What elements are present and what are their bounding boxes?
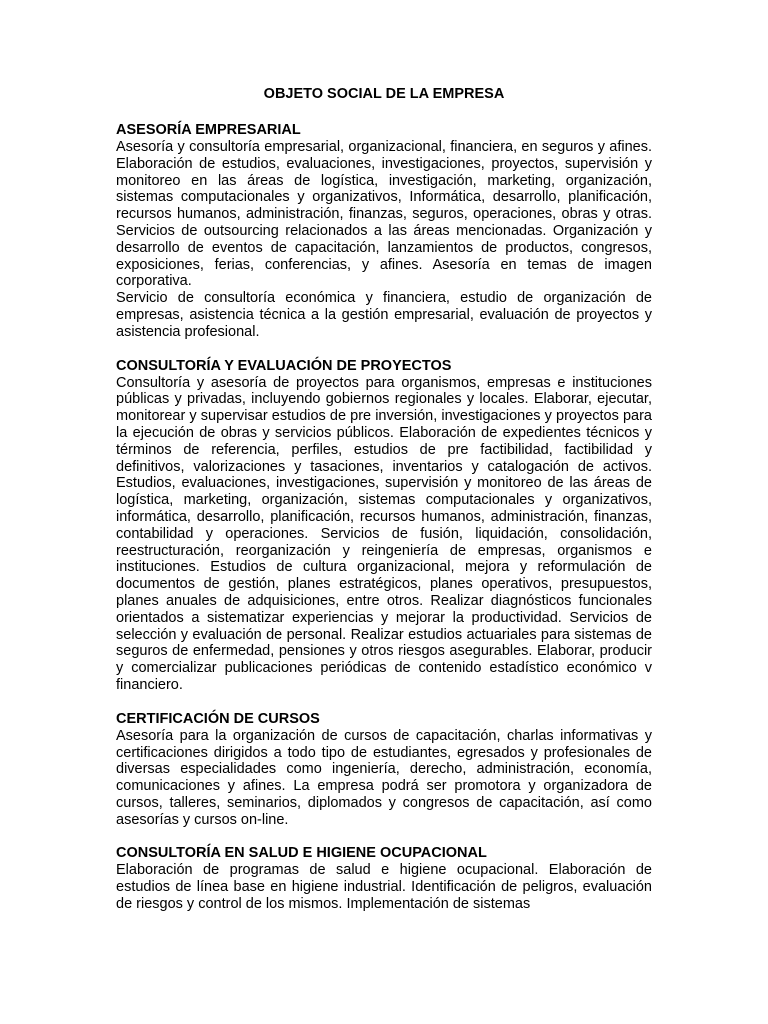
document-title: OBJETO SOCIAL DE LA EMPRESA xyxy=(263,86,505,102)
section-heading: ASESORÍA EMPRESARIAL xyxy=(116,122,301,138)
section-paragraph: Servicio de consultoría económica y financiera, estudio de organización de empresas, asistencia técnica a la gestión empresarial, evaluación de proyectos y asistencia profesional. xyxy=(116,290,652,340)
section-heading: CERTIFICACIÓN DE CURSOS xyxy=(116,710,320,727)
section-heading: CONSULTORÍA Y EVALUACIÓN DE PROYECTOS xyxy=(116,357,452,374)
section-asesoria-empresarial xyxy=(116,122,652,341)
section-paragraph: Consultoría y asesoría de proyectos para organismos, empresas e instituciones públicas y privadas, incluyendo gobiernos regionales y locales. Elaborar, ejecutar, monitorear y supervisar estudios de pre inversión, investigaciones y proyectos para la ejecución de obras y servicios públicos. Elaboración de expedientes técnicos y términos de referencia, perfiles, estudios de pre factibilidad, factibilidad y definitivos, valorizaciones y tasaciones, inventarios y catalogación de activos. Estudios, evaluaciones, investigaciones, supervisión y monitoreo de las áreas de logística, marketing, organización, sistemas computacionales y organizativos, informática, desarrollo, planificación, recursos humanos, administración, finanzas, contabilidad y operaciones. Servicios de fusión, liquidación, consolidación, reestructuración, reorganización y reingeniería de empresas, organismos e instituciones. Estudios de cultura organizacional, mejora y reformulación de documentos de gestión, planes estratégicos, planes operativos, presupuestos, planes anuales de adquisiciones, entre otros. Realizar diagnósticos funcionales orientados a sistematizar experiencias y mejorar la productividad. Servicios de selección y evaluación de personal. Realizar estudios actuariales para sistemas de seguros de enfermedad, pensiones y otros riesgos asegurables. Elaborar, producir y comercializar publicaciones periódicas de contenido estadístico económico v financiero. xyxy=(116,374,652,693)
section-certificacion-cursos xyxy=(116,711,652,829)
section-consultoria-evaluacion-proyectos xyxy=(116,358,652,694)
section-heading: CONSULTORÍA EN SALUD E HIGIENE OCUPACIONAL xyxy=(116,845,487,862)
section-paragraph: Asesoría para la organización de cursos de capacitación, charlas informativas y certificaciones dirigidos a todo tipo de estudiantes, egresados y profesionales de diversas especialidades como ingeniería, derecho, administración, economía, comunicaciones y afines. La empresa podrá ser promotora y organizadora de cursos, talleres, seminarios, diplomados y congresos de capacitación, así como asesorías y cursos on-line. xyxy=(116,727,652,828)
section-paragraph: Elaboración de programas de salud e higiene ocupacional. Elaboración de estudios de línea base en higiene industrial. Identificación de peligros, evaluación de riesgos y control de los mismos. Implementación de sistemas xyxy=(116,862,652,913)
section-paragraph: Asesoría y consultoría empresarial, organizacional, financiera, en seguros y afines. Elaboración de estudios, evaluaciones, investigaciones, proyectos, supervisión y monitoreo en las áreas de logística, investigación, marketing, organización, sistemas computacionales y organizativos, Informática, desarrollo, planificación, recursos humanos, administración, finanzas, seguros, operaciones, obras y otras. Servicios de outsourcing relacionados a las áreas mencionadas. Organización y desarrollo de eventos de capacitación, lanzamientos de productos, congresos, exposiciones, ferias, conferencias, y afines. Asesoría en temas de imagen corporativa. xyxy=(116,139,652,290)
section-salud-higiene-ocupacional xyxy=(116,845,652,912)
document-page xyxy=(116,86,652,930)
